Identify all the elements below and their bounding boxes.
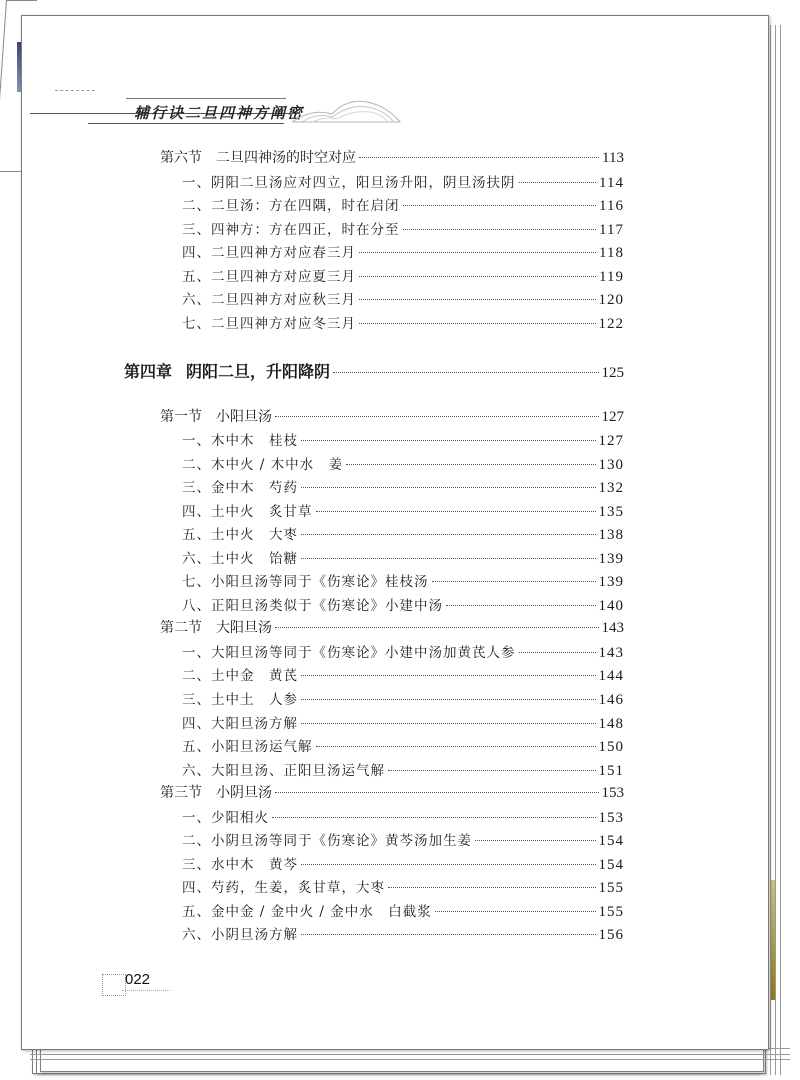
toc-entry-page: 120 xyxy=(598,292,624,308)
toc-entry-item[interactable] xyxy=(182,288,624,310)
toc-entry-item[interactable] xyxy=(182,594,624,616)
toc-entry-label: 第三节 xyxy=(160,785,202,801)
toc-entry-label: 三、 xyxy=(182,857,211,873)
toc-entry-title: 正阳旦汤类似于《伤寒论》小建中汤 xyxy=(211,598,443,614)
toc-entry-label: 六、 xyxy=(182,763,211,779)
toc-entry-page: 148 xyxy=(598,716,624,732)
toc-entry-item[interactable] xyxy=(182,265,624,287)
toc-entry-label: 二、 xyxy=(182,198,211,214)
dot-leader xyxy=(301,534,596,535)
toc-entry-item[interactable] xyxy=(182,876,624,898)
toc-entry-item[interactable] xyxy=(182,171,624,193)
toc-entry-page: 116 xyxy=(599,198,624,214)
toc-entry-title: 二旦四神汤的时空对应 xyxy=(216,150,356,166)
toc-entry-label: 三、 xyxy=(182,692,211,708)
dot-leader xyxy=(475,840,596,841)
toc-entry-title: 小阳旦汤 xyxy=(216,409,272,425)
toc-entry-section[interactable] xyxy=(160,406,624,428)
dot-leader xyxy=(275,792,599,793)
dot-leader xyxy=(301,558,596,559)
toc-entry-page: 156 xyxy=(598,927,624,943)
toc-entry-page: 139 xyxy=(598,551,624,567)
toc-entry-label: 六、 xyxy=(182,927,211,943)
toc-entry-label: 第二节 xyxy=(160,620,202,636)
toc-entry-item[interactable] xyxy=(182,735,624,757)
toc-entry-title: 二旦四神方对应春三月 xyxy=(211,245,356,261)
toc-entry-title: 二旦汤：方在四隅，时在启闭 xyxy=(211,198,400,214)
toc-entry-label: 四、 xyxy=(182,504,211,520)
dot-leader xyxy=(359,323,596,324)
toc-entry-title: 二旦四神方对应秋三月 xyxy=(211,292,356,308)
toc-entry-label: 五、 xyxy=(182,904,211,920)
toc-entry-title: 小阳旦汤运气解 xyxy=(211,739,313,755)
toc-entry-page: 114 xyxy=(599,175,624,191)
toc-entry-page: 138 xyxy=(598,527,624,543)
header-rule xyxy=(126,98,286,99)
toc-entry-label: 第四章 xyxy=(124,362,173,381)
dot-leader xyxy=(403,205,597,206)
toc-entry-item[interactable] xyxy=(182,194,624,216)
toc-entry-page: 119 xyxy=(599,269,624,285)
toc-entry-page: 117 xyxy=(599,222,624,238)
book-page xyxy=(21,15,769,1050)
toc-entry-title: 小阴旦汤 xyxy=(216,785,272,801)
toc-entry-label: 四、 xyxy=(182,716,211,732)
toc-entry-title: 阴阳二旦，升阳降阴 xyxy=(186,362,331,381)
dot-leader xyxy=(301,723,596,724)
toc-entry-item[interactable] xyxy=(182,523,624,545)
toc-entry-page: 151 xyxy=(598,763,624,779)
toc-entry-title: 大阳旦汤等同于《伤寒论》小建中汤加黄芪人参 xyxy=(211,645,516,661)
dot-leader xyxy=(359,299,596,300)
toc-entry-title: 金中木 芍药 xyxy=(211,480,298,496)
toc-entry-page: 150 xyxy=(598,739,624,755)
dot-leader xyxy=(403,229,597,230)
toc-entry-label: 五、 xyxy=(182,527,211,543)
dot-leader xyxy=(359,157,599,158)
toc-entry-title: 土中土 人参 xyxy=(211,692,298,708)
toc-entry-page: 130 xyxy=(598,457,624,473)
toc-entry-label: 六、 xyxy=(182,292,211,308)
toc-entry-item[interactable] xyxy=(182,570,624,592)
folio-ornament-icon xyxy=(102,974,126,996)
toc-entry-label: 三、 xyxy=(182,222,211,238)
toc-entry-title: 木中火 / 木中水 姜 xyxy=(211,457,344,473)
toc-entry-label: 二、 xyxy=(182,833,211,849)
dot-leader xyxy=(275,627,599,628)
toc-entry-page: 139 xyxy=(598,574,624,590)
toc-entry-label: 七、 xyxy=(182,574,211,590)
toc-entry-item[interactable] xyxy=(182,759,624,781)
toc-entry-title: 土中火 炙甘草 xyxy=(211,504,313,520)
toc-entry-page: 140 xyxy=(598,598,624,614)
dot-leader xyxy=(272,817,596,818)
toc-entry-item[interactable] xyxy=(182,641,624,663)
toc-entry-page: 113 xyxy=(602,150,624,166)
dot-leader xyxy=(301,675,596,676)
mountain-ornament-icon xyxy=(292,94,402,124)
toc-entry-title: 少阳相火 xyxy=(211,810,269,826)
dot-leader xyxy=(301,487,596,488)
folio-ornament-icon xyxy=(122,990,170,991)
dot-leader xyxy=(432,581,596,582)
toc-entry-item[interactable] xyxy=(182,664,624,686)
toc-entry-title: 土中火 大枣 xyxy=(211,527,298,543)
toc-entry-label: 五、 xyxy=(182,739,211,755)
toc-entry-page: 153 xyxy=(601,785,624,801)
toc-entry-label: 二、 xyxy=(182,457,211,473)
toc-entry-section[interactable] xyxy=(160,782,624,804)
toc-entry-page: 153 xyxy=(598,810,624,826)
toc-entry-title: 木中木 桂枝 xyxy=(211,433,298,449)
toc-entry-item[interactable] xyxy=(182,547,624,569)
toc-entry-chapter[interactable] xyxy=(124,359,624,381)
toc-entry-page: 125 xyxy=(601,365,624,381)
toc-entry-page: 132 xyxy=(598,480,624,496)
toc-entry-label: 四、 xyxy=(182,245,211,261)
toc-entry-section[interactable] xyxy=(160,617,624,639)
toc-entry-label: 三、 xyxy=(182,480,211,496)
dot-leader xyxy=(446,605,596,606)
toc-entry-title: 大阳旦汤方解 xyxy=(211,716,298,732)
dot-leader xyxy=(388,770,596,771)
toc-entry-label: 二、 xyxy=(182,668,211,684)
toc-entry-title: 四神方：方在四正，时在分至 xyxy=(211,222,400,238)
dot-leader xyxy=(301,864,596,865)
toc-entry-title: 金中金 / 金中火 / 金中水 白截浆 xyxy=(211,904,432,920)
toc-entry-page: 143 xyxy=(601,620,624,636)
dot-leader xyxy=(301,934,596,935)
toc-entry-title: 小阴旦汤等同于《伤寒论》黄芩汤加生姜 xyxy=(211,833,472,849)
toc-entry-label: 四、 xyxy=(182,880,211,896)
dot-leader xyxy=(388,887,596,888)
toc-entry-page: 155 xyxy=(598,880,624,896)
toc-entry-page: 135 xyxy=(598,504,624,520)
dot-leader xyxy=(333,372,598,373)
toc-entry-label: 一、 xyxy=(182,433,211,449)
dot-leader xyxy=(359,252,596,253)
toc-entry-title: 小阳旦汤等同于《伤寒论》桂枝汤 xyxy=(211,574,429,590)
toc-entry-title: 阴阳二旦汤应对四立，阳旦汤升阳，阴旦汤扶阴 xyxy=(211,175,516,191)
page-stack-edges-bottom xyxy=(30,1048,790,1078)
dot-leader xyxy=(275,416,599,417)
dot-leader xyxy=(346,464,595,465)
dot-leader xyxy=(359,276,596,277)
dot-leader xyxy=(316,746,596,747)
toc-entry-item[interactable] xyxy=(182,476,624,498)
toc-entry-title: 土中金 黄芪 xyxy=(211,668,298,684)
toc-entry-item[interactable] xyxy=(182,853,624,875)
toc-entry-page: 127 xyxy=(601,409,624,425)
dot-leader xyxy=(519,652,596,653)
toc-entry-item[interactable] xyxy=(182,453,624,475)
toc-entry-item[interactable] xyxy=(182,312,624,334)
toc-entry-item[interactable] xyxy=(182,712,624,734)
page-number: 022 xyxy=(125,971,151,988)
toc-entry-page: 118 xyxy=(599,245,624,261)
toc-entry-page: 144 xyxy=(598,668,624,684)
dot-leader xyxy=(301,440,596,441)
header-rule xyxy=(88,123,284,124)
toc-entry-item[interactable] xyxy=(182,218,624,240)
toc-entry-page: 154 xyxy=(598,857,624,873)
toc-entry-item[interactable] xyxy=(182,500,624,522)
toc-entry-page: 154 xyxy=(598,833,624,849)
toc-entry-label: 七、 xyxy=(182,316,211,332)
page-stack-edges-right xyxy=(770,25,790,1075)
toc-entry-label: 一、 xyxy=(182,175,211,191)
dot-leader xyxy=(316,511,596,512)
toc-entry-item[interactable] xyxy=(182,429,624,451)
toc-entry-title: 大阳旦汤 xyxy=(216,620,272,636)
toc-entry-page: 143 xyxy=(598,645,624,661)
toc-entry-label: 八、 xyxy=(182,598,211,614)
toc-entry-title: 水中木 黄芩 xyxy=(211,857,298,873)
toc-entry-title: 二旦四神方对应夏三月 xyxy=(211,269,356,285)
toc-entry-item[interactable] xyxy=(182,829,624,851)
toc-entry-item[interactable] xyxy=(182,900,624,922)
toc-entry-page: 127 xyxy=(598,433,624,449)
toc-entry-label: 六、 xyxy=(182,551,211,567)
toc-entry-label: 一、 xyxy=(182,810,211,826)
running-title: 辅行诀二旦四神方阐密 xyxy=(134,104,305,122)
toc-entry-title: 大阳旦汤、正阳旦汤运气解 xyxy=(211,763,385,779)
cloud-ornament-icon xyxy=(55,90,95,103)
toc-entry-item[interactable] xyxy=(182,806,624,828)
toc-entry-label: 第六节 xyxy=(160,150,202,166)
dot-leader xyxy=(435,911,596,912)
toc-entry-item[interactable] xyxy=(182,688,624,710)
dot-leader xyxy=(519,182,597,183)
toc-entry-page: 146 xyxy=(598,692,624,708)
toc-entry-item[interactable] xyxy=(182,241,624,263)
toc-entry-label: 五、 xyxy=(182,269,211,285)
toc-entry-label: 第一节 xyxy=(160,409,202,425)
toc-entry-title: 小阴旦汤方解 xyxy=(211,927,298,943)
running-header xyxy=(30,76,430,126)
toc-entry-title: 二旦四神方对应冬三月 xyxy=(211,316,356,332)
toc-entry-title: 芍药，生姜，炙甘草，大枣 xyxy=(211,880,385,896)
dot-leader xyxy=(301,699,596,700)
toc-entry-title: 土中火 饴糖 xyxy=(211,551,298,567)
toc-entry-page: 155 xyxy=(598,904,624,920)
toc-entry-page: 122 xyxy=(598,316,624,332)
toc-entry-item[interactable] xyxy=(182,923,624,945)
toc-entry-label: 一、 xyxy=(182,645,211,661)
toc-entry-section[interactable] xyxy=(160,147,624,169)
